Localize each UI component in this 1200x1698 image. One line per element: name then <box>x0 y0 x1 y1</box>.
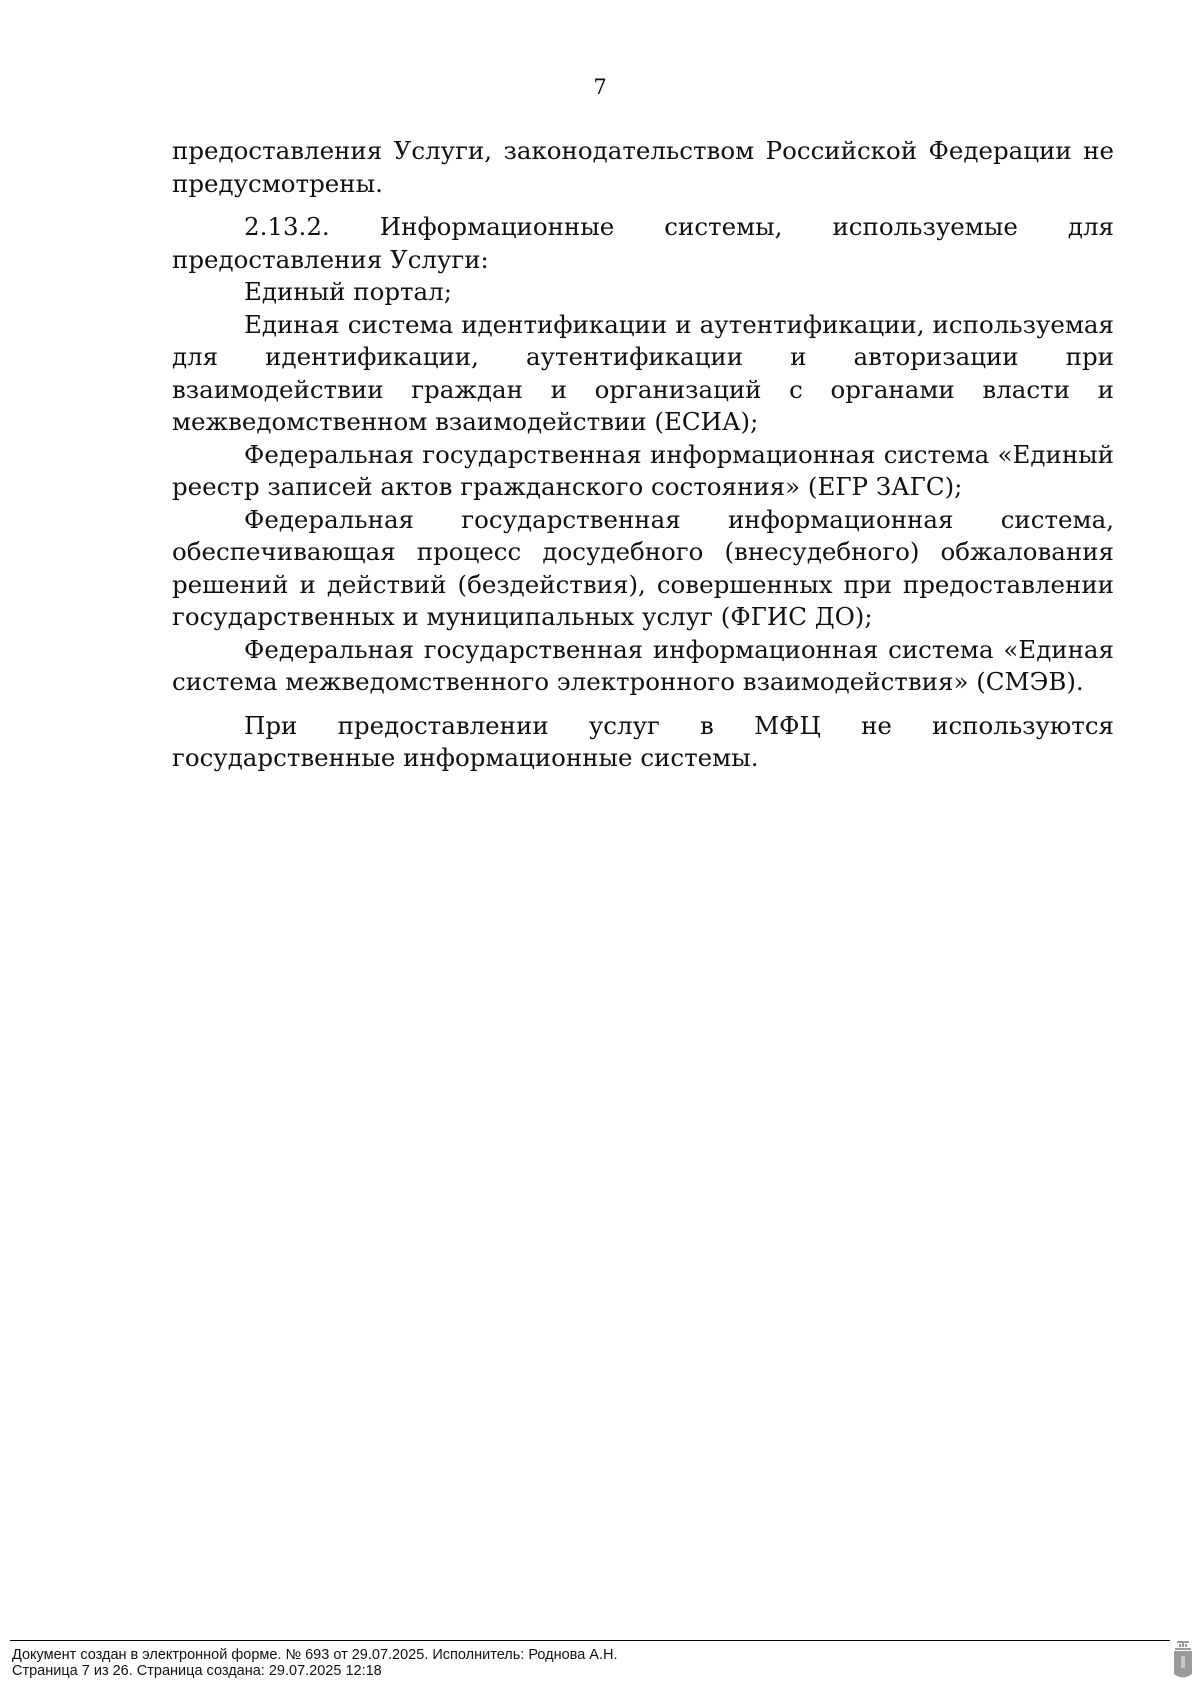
paragraph-mfc-note: При предоставлении услуг в МФЦ не используются государственные информационные системы. <box>172 710 1114 772</box>
list-item-esia: Единая система идентификации и аутентификации, используемая для идентификации, аутентификации и авторизации при взаимодействии граждан и организаций с органами власти и межведомственном взаимодействии (ЕСИА); <box>172 309 1114 436</box>
paragraph-section-2-13-2: 2.13.2. Информационные системы, используемые для предоставления Услуги: <box>172 212 1114 274</box>
document-body <box>172 135 1114 775</box>
list-item-unified-portal: Единый портал; <box>244 277 452 306</box>
footer-divider <box>10 1640 1170 1641</box>
paragraph-continuation: предоставления Услуги, законодательством Российской Федерации не предусмотрены. <box>172 136 1114 198</box>
list-item-fgis-do: Федеральная государственная информационная система, обеспечивающая процесс досудебного (внесудебного) обжалования решений и действий (бездействия), совершенных при предоставлении государственных и муниципальных услуг (ФГИС ДО); <box>172 504 1114 631</box>
list-item-egr-zags: Федеральная государственная информационная система «Единый реестр записей актов гражданского состояния» (ЕГР ЗАГС); <box>172 439 1114 501</box>
list-item-smev: Федеральная государственная информационная система «Единая система межведомственного электронного взаимодействия» (СМЭВ). <box>172 634 1114 696</box>
document-footer <box>12 1647 618 1679</box>
footer-document-info: Документ создан в электронной форме. № 693 от 29.07.2025. Исполнитель: Роднова А.Н. <box>12 1647 618 1663</box>
footer-page-info: Страница 7 из 26. Страница создана: 29.07.2025 12:18 <box>12 1663 382 1679</box>
coat-of-arms-icon <box>1172 1640 1194 1682</box>
page-number: 7 <box>593 75 607 99</box>
